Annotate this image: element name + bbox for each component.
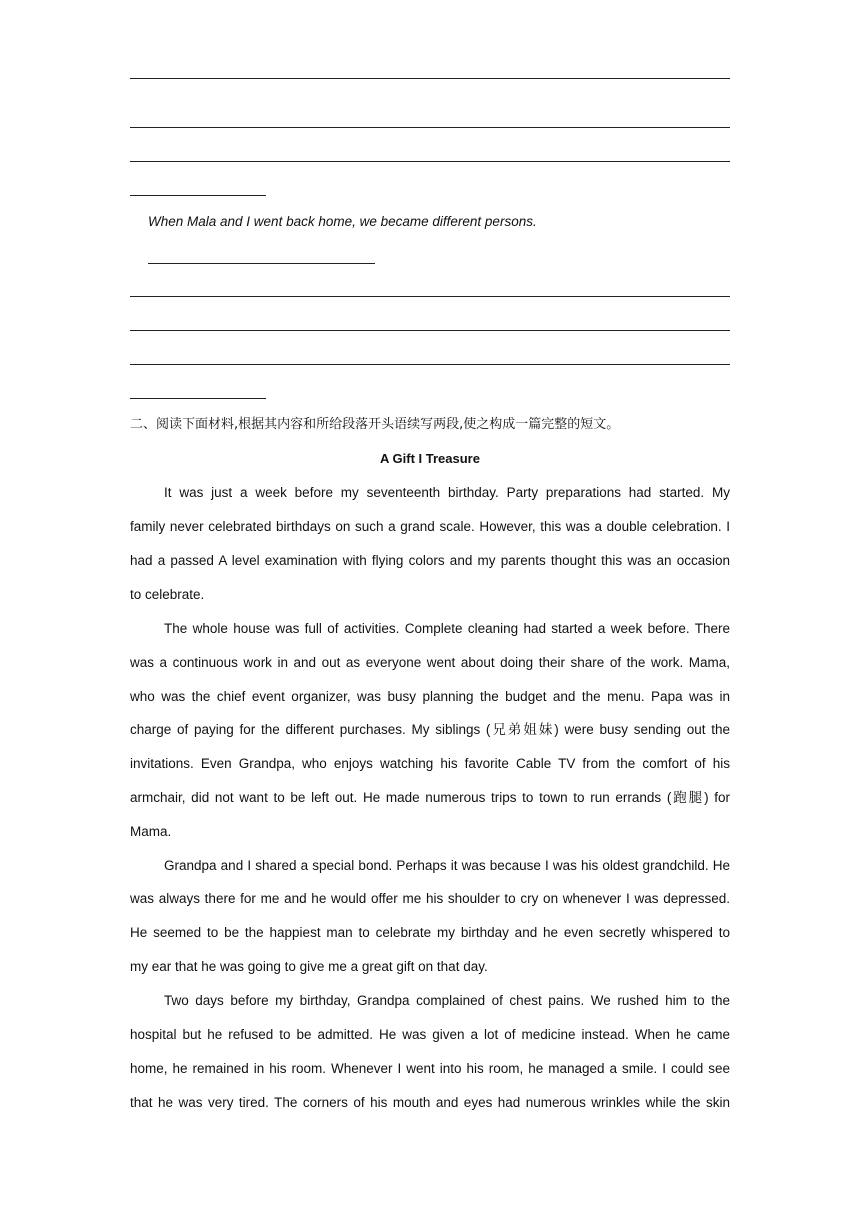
- writing-line[interactable]: [130, 364, 730, 365]
- document-page: [130, 0, 730, 1216]
- passage-line: was a continuous work in and out as everyone went about doing their share of the work. Mama,: [130, 655, 730, 670]
- passage-line: invitations. Even Grandpa, who enjoys watching his favorite Cable TV from the comfort of his: [130, 756, 730, 771]
- passage-line: He seemed to be the happiest man to celebrate my birthday and he even secretly whispered to: [130, 925, 730, 940]
- passage-line: to celebrate.: [130, 587, 205, 602]
- passage-line: armchair, did not want to be left out. He made numerous trips to town to run errands (跑腿) for: [130, 790, 730, 805]
- passage-line: hospital but he refused to be admitted. He was given a lot of medicine instead. When he came: [130, 1027, 730, 1042]
- passage-line: family never celebrated birthdays on such a grand scale. However, this was a double celebration. I: [130, 519, 730, 534]
- writing-line[interactable]: [130, 161, 730, 162]
- writing-line[interactable]: [130, 296, 730, 297]
- passage-line: Grandpa and I shared a special bond. Perhaps it was because I was his oldest grandchild. He: [164, 858, 730, 873]
- passage-line: had a passed A level examination with flying colors and my parents thought this was an occasion: [130, 553, 730, 568]
- passage-title: A Gift I Treasure: [380, 451, 480, 466]
- writing-line[interactable]: [130, 195, 266, 196]
- passage-line: charge of paying for the different purchases. My siblings (兄弟姐妹) were busy sending out the: [130, 722, 730, 737]
- writing-line[interactable]: [148, 263, 375, 264]
- writing-line[interactable]: [130, 398, 266, 399]
- writing-line[interactable]: [130, 330, 730, 331]
- passage-line: The whole house was full of activities. Complete cleaning had started a week before. There: [164, 621, 730, 636]
- writing-line[interactable]: [130, 78, 730, 79]
- writing-line[interactable]: [130, 127, 730, 128]
- passage-line: It was just a week before my seventeenth birthday. Party preparations had started. My: [164, 485, 730, 500]
- passage-line: that he was very tired. The corners of his mouth and eyes had numerous wrinkles while the skin: [130, 1095, 730, 1110]
- paragraph-opener: When Mala and I went back home, we became different persons.: [148, 214, 537, 229]
- passage-line: home, he remained in his room. Whenever I went into his room, he managed a smile. I could see: [130, 1061, 730, 1076]
- section-instruction: 二、阅读下面材料,根据其内容和所给段落开头语续写两段,使之构成一篇完整的短文。: [130, 417, 620, 432]
- passage-line: my ear that he was going to give me a great gift on that day.: [130, 959, 488, 974]
- passage-line: Mama.: [130, 824, 172, 839]
- passage-line: Two days before my birthday, Grandpa complained of chest pains. We rushed him to the: [164, 993, 730, 1008]
- passage-line: was always there for me and he would offer me his shoulder to cry on whenever I was depressed.: [130, 891, 730, 906]
- passage-line: who was the chief event organizer, was busy planning the budget and the menu. Papa was in: [130, 689, 730, 704]
